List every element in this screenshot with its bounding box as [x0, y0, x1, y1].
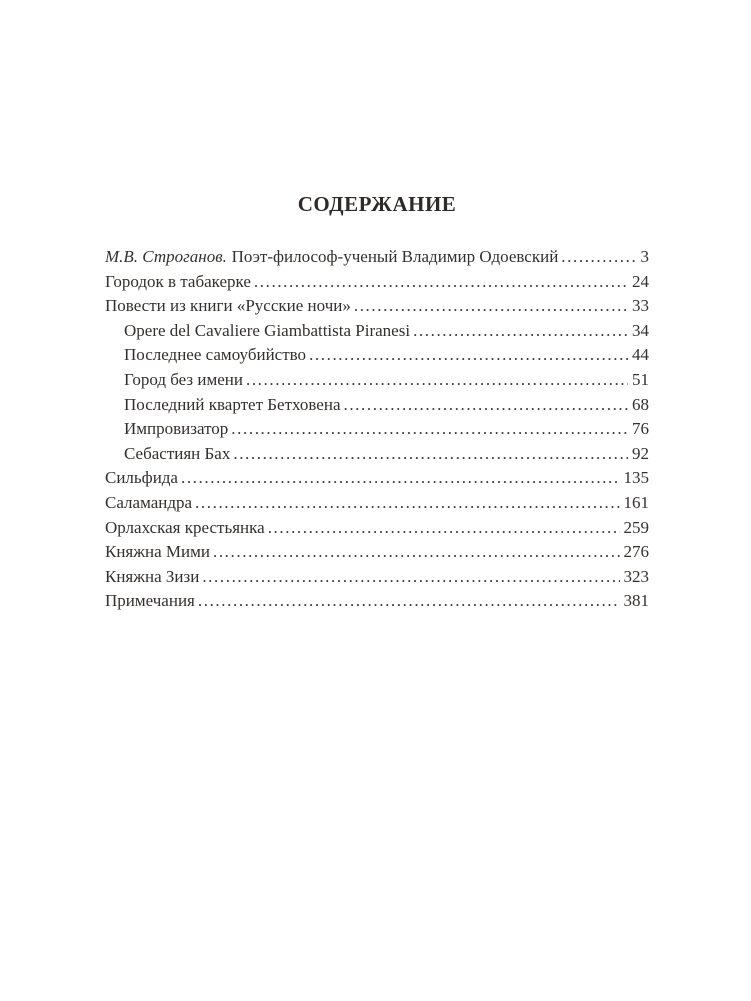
dot-leader-icon: [254, 270, 628, 295]
dot-leader-icon: [309, 343, 628, 368]
toc-heading: СОДЕРЖАНИЕ: [297, 192, 457, 216]
toc-entry-title: Себастиян Бах: [124, 443, 231, 463]
dot-leader-icon: [561, 245, 636, 270]
toc-entry-page-number: 3: [640, 247, 649, 266]
toc-entry-title: Импровизатор: [124, 419, 229, 439]
toc-entry-title: Последний квартет Бетховена: [124, 394, 341, 414]
toc-entry-title: Повести из книги «Русские ночи»: [105, 296, 351, 316]
toc-entry-title: Примечания: [105, 591, 195, 611]
toc-entry-page-number: 276: [623, 542, 649, 562]
toc-entry: [105, 589, 649, 614]
toc-entry-page-number: 135: [623, 468, 649, 488]
toc-entry: [105, 270, 649, 295]
toc-entry: [105, 565, 649, 590]
toc-entry-page-number: 51: [632, 369, 649, 389]
toc-entry-page-number: 24: [632, 271, 649, 291]
dot-leader-icon: [231, 417, 628, 442]
toc-entry: [105, 368, 649, 393]
dot-leader-icon: [181, 466, 620, 491]
toc-entry: [105, 343, 649, 368]
dot-leader-icon: [343, 393, 628, 418]
toc-entry-page-number: 76: [632, 419, 649, 439]
dot-leader-icon: [246, 368, 628, 393]
toc-entry: [105, 245, 649, 270]
dot-leader-icon: [198, 589, 620, 614]
toc-entry-title: Сильфида: [105, 468, 178, 488]
toc-entry-page-number: 34: [632, 320, 649, 340]
dot-leader-icon: [195, 491, 619, 516]
toc-entry-title: Княжна Зизи: [105, 566, 200, 586]
dot-leader-icon: [233, 442, 628, 467]
toc-entry-title: Поэт-философ-ученый Владимир Одоевский: [231, 247, 559, 266]
dot-leader-icon: [213, 540, 620, 565]
toc-entry-title: Городок в табакерке: [105, 271, 251, 291]
toc-entry: [105, 491, 649, 516]
toc-entry-page-number: 92: [632, 443, 649, 463]
dot-leader-icon: [354, 294, 628, 319]
toc-entry-page-number: 33: [632, 296, 649, 316]
dot-leader-icon: [202, 565, 619, 590]
toc-entry-page-number: 161: [623, 492, 649, 512]
toc-entry: [105, 466, 649, 491]
toc-entry-title: Княжна Мими: [105, 542, 210, 562]
toc-list: [105, 245, 649, 614]
toc-entry-title: Саламандра: [105, 492, 193, 512]
toc-entry-title: Opere del Cavaliere Giambattista Piranesi: [124, 320, 411, 340]
toc-entry-page-number: 68: [632, 394, 649, 414]
toc-entry-page-number: 44: [632, 345, 649, 365]
dot-leader-icon: [268, 516, 620, 541]
toc-entry-author: М.В. Строганов.: [105, 247, 227, 266]
toc-entry: [105, 540, 649, 565]
dot-leader-icon: [413, 319, 628, 344]
toc-entry: [105, 417, 649, 442]
toc-entry-page-number: 323: [623, 566, 649, 586]
toc-entry-title: Город без имени: [124, 369, 243, 389]
toc-entry: [105, 393, 649, 418]
toc-entry: [105, 442, 649, 467]
toc-entry: [105, 294, 649, 319]
toc-entry-title: Орлахская крестьянка: [105, 517, 265, 537]
toc-entry-page-number: 259: [623, 517, 649, 537]
toc-entry: [105, 516, 649, 541]
toc-entry-title: Последнее самоубийство: [124, 345, 307, 365]
toc-entry-page-number: 381: [623, 591, 649, 611]
toc-entry: [105, 319, 649, 344]
